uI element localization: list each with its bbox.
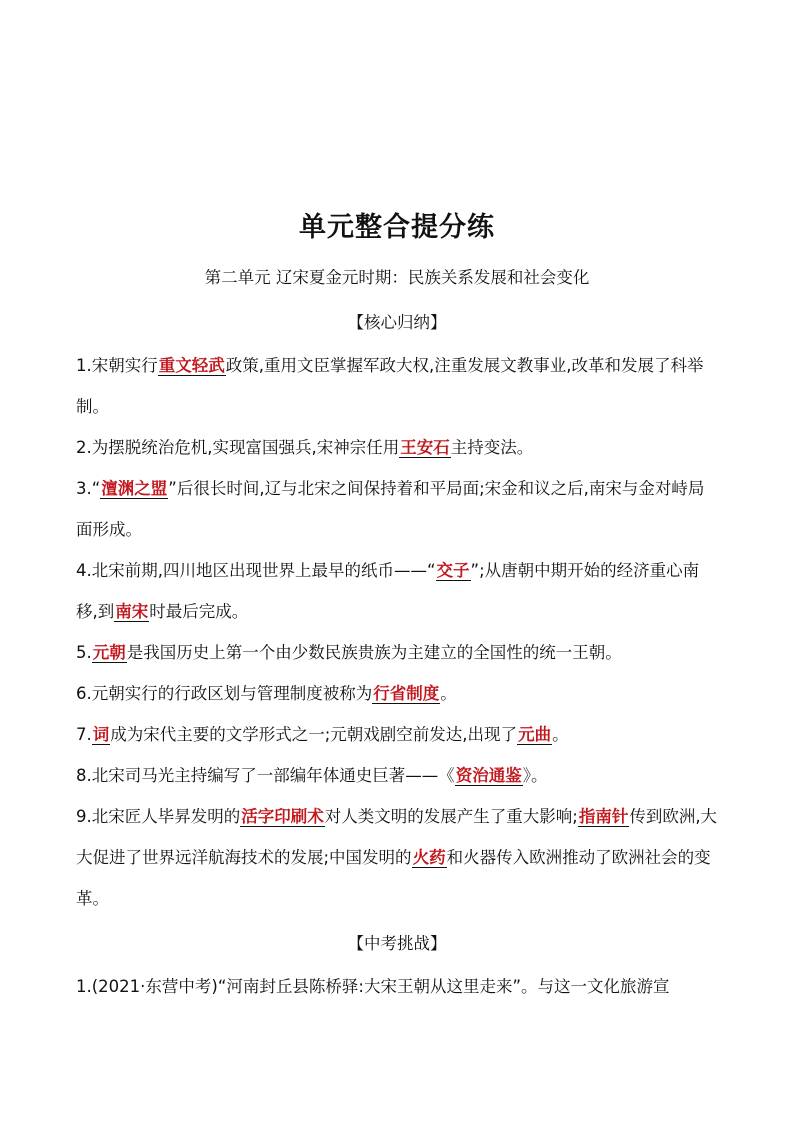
answer-blank: 词 [92, 725, 110, 744]
item-text: 传到欧洲,大大促进了世界远洋航海技术的发展;中国发明的 [76, 807, 718, 867]
exam-question-1: 1.(2021·东营中考)“河南封丘县陈桥驿:大宋王朝从这里走来”。与这一文化旅游宣 [76, 977, 670, 996]
item-text: 。 [440, 684, 457, 703]
item-text: 时最后完成。 [149, 602, 249, 621]
answer-blank: 重文轻武 [158, 356, 225, 375]
item-text: 主持变法。 [450, 438, 534, 457]
item-text: ”后很长时间,辽与北宋之间保持着和平局面;宋金和议之后,南宋与金对峙局面形成。 [76, 479, 705, 539]
item-text: 和火器传入欧洲推动了欧洲社会的变革。 [76, 848, 711, 908]
item-text: 成为宋代主要的文学形式之一;元朝戏剧空前发达,出现了 [110, 725, 518, 744]
answer-blank: 活字印刷术 [241, 807, 324, 826]
answer-blank: 南宋 [115, 602, 149, 621]
page-title: 单元整合提分练 [299, 212, 495, 243]
summary-item-4 [76, 550, 720, 632]
item-text: 1.宋朝实行 [76, 356, 158, 375]
summary-item-1 [76, 345, 720, 427]
item-text: ”;从唐朝中期开始的经济重心南移,到 [76, 561, 700, 621]
item-text: 政策,重用文臣掌握军政大权,注重发展文教事业,改革和发展了科举制。 [76, 356, 704, 416]
summary-item-2 [76, 427, 720, 468]
summary-item-6 [76, 673, 720, 714]
item-text: 。 [552, 725, 569, 744]
summary-item-3 [76, 468, 720, 550]
item-text: 是我国历史上第一个由少数民族贵族为主建立的全国性的统一王朝。 [126, 643, 622, 662]
answer-blank: 澶渊之盟 [101, 479, 168, 498]
answer-blank: 指南针 [578, 807, 629, 826]
answer-blank: 王安石 [400, 438, 450, 457]
summary-item-9 [76, 796, 720, 919]
item-text: 4.北宋前期,四川地区出现世界上最早的纸币——“ [76, 561, 436, 580]
answer-blank: 元曲 [518, 725, 552, 744]
section-heading-exam-challenge: 【中考挑战】 [347, 934, 447, 953]
summary-item-5 [76, 632, 720, 673]
item-text: 9.北宋匠人毕昇发明的 [76, 807, 241, 826]
answer-blank: 资治通鉴 [455, 766, 522, 785]
answer-blank: 行省制度 [373, 684, 440, 703]
answer-blank: 火药 [412, 848, 446, 867]
unit-subtitle: 第二单元 辽宋夏金元时期：民族关系发展和社会变化 [204, 268, 590, 287]
section-heading-core-summary: 【核心归纳】 [347, 313, 447, 332]
item-text: 7. [76, 725, 92, 744]
item-text: 8.北宋司马光主持编写了一部编年体通史巨著——《 [76, 766, 455, 785]
item-text: 对人类文明的发展产生了重大影响; [324, 807, 578, 826]
item-text: 6.元朝实行的行政区划与管理制度被称为 [76, 684, 373, 703]
item-text: 2.为摆脱统治危机,实现富国强兵,宋神宗任用 [76, 438, 400, 457]
summary-item-8 [76, 755, 720, 796]
summary-list [76, 345, 720, 919]
answer-blank: 交子 [436, 561, 470, 580]
summary-item-7 [76, 714, 720, 755]
item-text: 3.“ [76, 479, 101, 498]
item-text: 》。 [522, 766, 548, 785]
item-text: 5. [76, 643, 92, 662]
answer-blank: 元朝 [92, 643, 126, 662]
